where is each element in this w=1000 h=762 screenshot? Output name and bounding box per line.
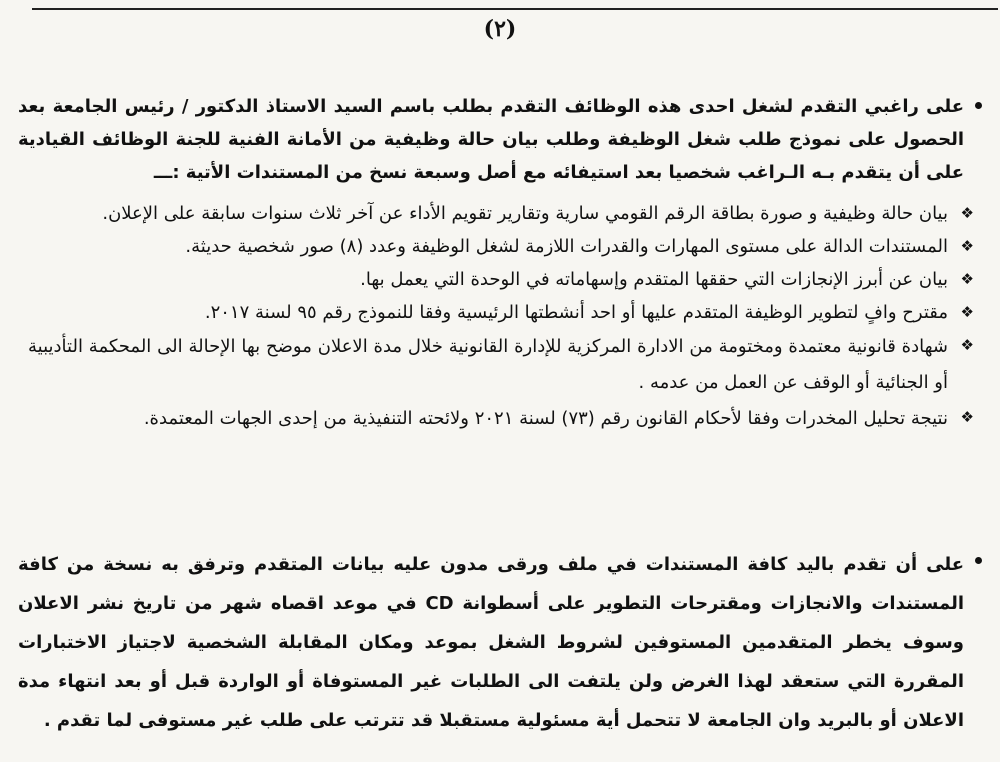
star-bullet-icon: ❖ <box>960 303 974 321</box>
top-rule <box>32 8 998 10</box>
list-item <box>28 197 974 230</box>
list-item-text: بيان عن أبرز الإنجازات التي حققها المتقدم وإسهاماته في الوحدة التي يعمل بها. <box>360 269 948 290</box>
list-item <box>28 296 974 329</box>
bullet-paragraph-application <box>18 90 982 189</box>
page-number: (٢) <box>483 16 517 42</box>
list-item <box>28 230 974 263</box>
star-bullet-icon: ❖ <box>960 336 974 354</box>
required-documents-list <box>28 197 974 437</box>
star-bullet-icon: ❖ <box>960 270 974 288</box>
list-item-text: شهادة قانونية معتمدة ومختومة من الادارة المركزية للإدارة القانونية خلال مدة الاعلان موضح بها الإحالة الى المحكمة التأديبية أو الجنائية أو الوقف عن العمل من عدمه . <box>28 336 948 393</box>
star-bullet-icon: ❖ <box>960 237 974 255</box>
list-item-text: بيان حالة وظيفية و صورة بطاقة الرقم القومي سارية وتقارير تقويم الأداء عن آخر ثلاث سنوات سابقة على الإعلان. <box>102 203 948 224</box>
bullet-paragraph-submission <box>18 545 982 740</box>
bullet-dot-icon <box>975 557 982 564</box>
list-item-text: مقترح وافٍ لتطوير الوظيفة المتقدم عليها أو احد أنشطتها الرئيسية وفقا للنموذج رقم ٩٥ لسنة ٢٠١٧. <box>204 302 948 323</box>
bullet-text-submission: على أن تقدم باليد كافة المستندات في ملف ورقى مدون عليه بيانات المتقدم وترفق به نسخة من كافة المستندات والانجازات ومقترحات التطوير على أسطوانة CD في موعد اقصاه شهر من تاريخ نشر الاعلان وسوف يخطر المتقدمين المستوفين لشروط الشغل بموعد ومكان المقابلة الشخصية لاجتياز الاختبارات المقررة التي ستعقد لهذا الغرض ولن يلتفت الى الطلبات غير المستوفاة أو الواردة قبل أو بعد انتهاء مدة الاعلان أو بالبريد وان الجامعة لا تتحمل أية مسئولية مستقبلا قد تترتب على طلب غير مستوفى لما تقدم . <box>18 554 964 731</box>
bullet-text-application: على راغبي التقدم لشغل احدى هذه الوظائف التقدم بطلب باسم السيد الاستاذ الدكتور / رئيس الجامعة بعد الحصول على نموذج طلب شغل الوظيفة وطلب بيان حالة وظيفية من الأمانة الفنية للجنة الوظائف القيادية على أن يتقدم بـه الـراغب شخصيا بعد استيفائه مع أصل وسبعة نسخ من المستندات الأتية :ـــ <box>18 96 964 183</box>
list-item-text: نتيجة تحليل المخدرات وفقا لأحكام القانون رقم (٧٣) لسنة ٢٠٢١ ولائحته التنفيذية من إحدى الجهات المعتمدة. <box>143 408 948 429</box>
bullet-dot-icon <box>975 102 982 109</box>
list-item <box>28 263 974 296</box>
list-item <box>28 401 974 437</box>
star-bullet-icon: ❖ <box>960 408 974 426</box>
list-item <box>28 329 974 401</box>
list-item-text: المستندات الدالة على مستوى المهارات والقدرات اللازمة لشغل الوظيفة وعدد (٨) صور شخصية حديثة. <box>185 236 948 257</box>
star-bullet-icon: ❖ <box>960 204 974 222</box>
